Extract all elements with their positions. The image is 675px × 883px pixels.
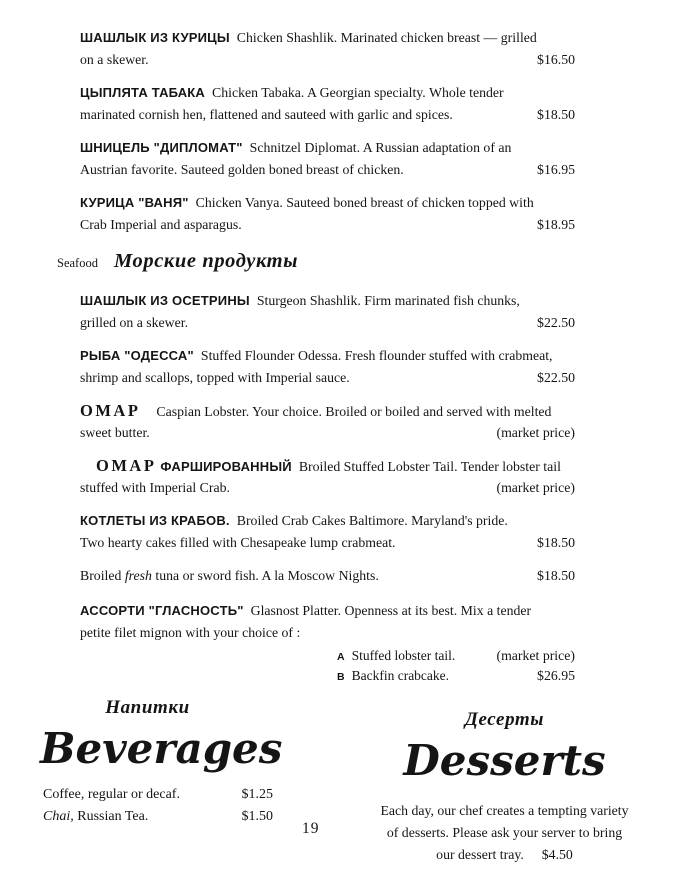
item-desc [80,565,379,587]
item-choices [337,646,575,686]
item-desc: sweet butter. [80,425,150,440]
item-line1 [80,290,575,312]
item-line1 [80,565,575,587]
item-desc: stuffed with Imperial Crab. [80,480,230,495]
beverage-row [43,806,273,828]
item-desc: Broiled Stuffed Lobster Tail. Tender lobster tail [298,459,561,474]
item-line1 [80,345,575,367]
item-desc: on a skewer. [80,52,149,67]
menu-item [80,192,575,236]
item-desc: Broiled Crab Cakes Baltimore. Maryland's pride. [236,513,508,528]
item-line1 [80,400,575,422]
item-line1 [80,455,575,477]
item-line2 [80,622,575,644]
item-price: $18.50 [537,535,575,550]
page-number: 19 [302,820,320,837]
item-line2 [80,214,575,236]
desserts-title-ru: Десерты [464,709,545,730]
choice-letter: A [337,651,345,663]
item-desc-italic: fresh [124,568,152,583]
item-desc: Caspian Lobster. Your choice. Broiled or boiled and served with melted [156,404,552,419]
item-name: ШАШЛЫК ИЗ КУРИЦЫ [80,30,230,45]
desserts-text-tail: our dessert tray. [436,847,524,862]
menu-item [80,290,575,334]
item-desc: Chicken Shashlik. Marinated chicken breast — grilled [236,30,537,45]
beverages-list [43,784,273,828]
beverage-price: $1.25 [241,787,273,802]
item-desc: Crab Imperial and asparagus. [80,217,242,232]
choice-text: Backfin crabcake. [351,668,450,683]
item-line2 [80,422,575,444]
item-line2 [80,477,575,499]
item-line2 [80,312,575,334]
item-line2 [80,159,575,181]
item-line2 [80,104,575,126]
item-line1 [80,82,575,104]
choice-row [337,646,575,666]
menu-item [80,345,575,389]
item-desc: marinated cornish hen, flattened and sauteed with garlic and spices. [80,107,453,122]
item-desc-post: tuna or sword fish. A la Moscow Nights. [151,568,379,583]
item-line2 [80,532,575,554]
menu-item [80,565,575,587]
choice-text: Stuffed lobster tail. [351,648,456,663]
beverage-label-rest: Russian Tea. [73,809,149,824]
beverage-label [43,806,148,828]
item-desc: petite filet mignon with your choice of : [80,625,301,640]
choice-label [337,666,449,686]
menu-item [80,510,575,554]
item-price: $18.95 [537,217,575,232]
item-line1 [80,600,575,622]
choice-price: $26.95 [537,668,575,683]
item-desc: Austrian favorite. Sauteed golden boned breast of chicken. [80,162,404,177]
item-price: $18.50 [537,568,575,583]
item-line1 [80,137,575,159]
item-price: $22.50 [537,315,575,330]
beverage-label-italic: Chai, [43,809,74,824]
item-name: ОМАР [80,401,141,420]
menu-item [80,400,575,444]
desserts-text-line: of desserts. Please ask your server to bring [386,825,623,840]
desserts-block [352,708,657,866]
beverages-title-script: Beverages [40,724,283,773]
item-desc: Glasnost Platter. Openness at its best. Mix a tender [250,603,532,618]
item-desc: grilled on a skewer. [80,315,189,330]
section-header-seafood [57,247,575,275]
desserts-title-script: Desserts [403,736,606,785]
item-price: $22.50 [537,370,575,385]
item-desc: shrimp and scallops, topped with Imperial sauce. [80,370,350,385]
item-line2 [80,367,575,389]
desserts-text-line: Each day, our chef creates a tempting variety [380,803,629,818]
item-name: ШАШЛЫК ИЗ ОСЕТРИНЫ [80,293,250,308]
item-line2 [80,49,575,71]
beverages-title-ru: Напитки [105,697,190,718]
section-label-ru: Морские продукты [113,250,299,272]
item-name: ОМАР [96,456,157,475]
desserts-text-line [352,844,657,866]
item-name: ФАРШИРОВАННЫЙ [160,459,292,474]
item-desc-pre: Broiled [80,568,125,583]
item-price: $16.95 [537,162,575,177]
item-line1 [80,27,575,49]
item-line1 [80,192,575,214]
menu-item [80,82,575,126]
item-name: КУРИЦА "ВАНЯ" [80,195,189,210]
menu-item [80,137,575,181]
choice-label [337,646,455,666]
page-footer-section [0,690,675,883]
beverage-label: Coffee, regular or decaf. [43,787,180,802]
menu-item [80,27,575,71]
item-line1 [80,510,575,532]
beverage-row [43,784,273,806]
section-label-en: Seafood [57,256,98,270]
desserts-text [352,800,657,866]
item-desc: Chicken Vanya. Sauteed boned breast of chicken topped with [195,195,534,210]
desserts-price: $4.50 [541,847,573,862]
menu-item [80,600,575,686]
choice-letter: B [337,671,345,683]
item-desc: Sturgeon Shashlik. Firm marinated fish chunks, [256,293,520,308]
choice-price: (market price) [496,648,575,663]
item-price: $16.50 [537,52,575,67]
beverage-price: $1.50 [241,809,273,824]
item-price: $18.50 [537,107,575,122]
item-name: ШНИЦЕЛЬ "ДИПЛОМАТ" [80,140,243,155]
choice-row [337,666,575,686]
item-desc: Stuffed Flounder Odessa. Fresh flounder stuffed with crabmeat, [200,348,553,363]
item-name: РЫБА "ОДЕССА" [80,348,194,363]
item-name: АССОРТИ "ГЛАСНОСТЬ" [80,603,244,618]
item-price: (market price) [496,425,575,440]
beverages-block [40,696,283,828]
item-desc: Schnitzel Diplomat. A Russian adaptation of an [249,140,512,155]
item-price: (market price) [496,480,575,495]
item-name: ЦЫПЛЯТА ТАБАКА [80,85,206,100]
menu-item [80,455,575,499]
item-desc: Two hearty cakes filled with Chesapeake lump crabmeat. [80,535,396,550]
item-desc: Chicken Tabaka. A Georgian specialty. Whole tender [212,85,504,100]
item-name: КОТЛЕТЫ ИЗ КРАБОВ. [80,513,230,528]
